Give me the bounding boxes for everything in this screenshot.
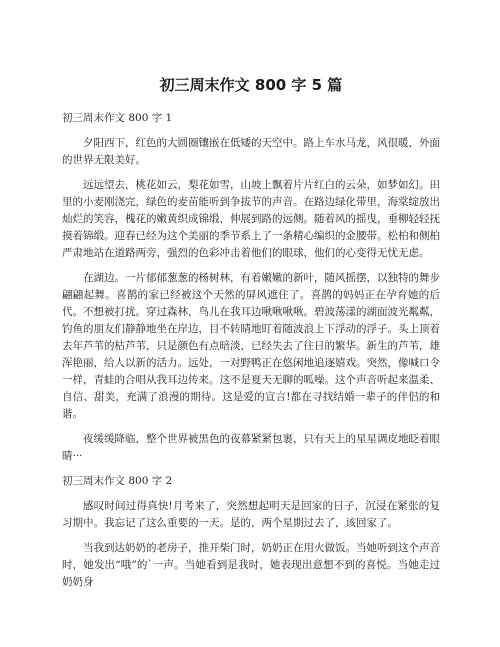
document-page [62,74,440,599]
paragraph: 感叹时间过得真快!月考来了，突然想起明天是回家的日子，沉浸在紧张的复习期中。我忘记了这么重要的一天。是的，两个星期过去了，该回家了。 [62,500,440,529]
document-title: 初三周末作文 800 字 5 篇 [159,76,343,94]
paragraph: 夜缓缓降临，整个世界被黑色的夜幕紧紧包裹，只有天上的星星调皮地眨着眼睛··· [62,433,440,462]
paragraph: 远远望去，桃花如云，梨花如雪，山坡上飘着片片红白的云朵，如梦如幻。田里的小麦刚浇完，绿色的麦苗能听到争拔节的声音。在路边绿化带里，海棠绽放出灿烂的笑容，槐花的嫩黄织成锦缎，伸展到路的远侧。随着风的摇曳，垂柳轻轻抚摸着锦缎。迎春已经为这个美丽的季节系上了一条精心编织的金腰带。松柏和侧柏严肃地站在道路两旁，强烈的色彩冲击着他们的眼球，他们的心变得无忧无虑。 [62,179,440,259]
paragraph: 当我到达奶奶的老房子，推开柴门时，奶奶正在用火做饭。当她听到这个声音时，她发出“哦”的`一声。当她看到是我时，她表现出意想不到的喜悦。当她走过奶奶身 [62,542,440,588]
paragraph: 夕阳西下，红色的大圆圈镶嵌在低矮的天空中。路上车水马龙，风很暖，外面的世界无限美好。 [62,137,440,166]
section-heading-1: 初三周末作文 800 字 1 [62,112,173,124]
paragraph: 在湖边。一片郁郁葱葱的杨树林，有着嫩嫩的新叶，随风摇摆，以独特的舞步翩翩起舞。喜鹊的家已经被这个天然的屏风遮住了。喜鹊的妈妈正在孕育她的后代。不想被打扰。穿过森林，鸟儿在我耳边啾啾啾啾。碧波荡漾的湖面波光粼粼，钓鱼的朋友们静静地坐在岸边，目不转睛地盯着随波浪上下浮动的浮子。头上顶着去年芦苇的枯芦苇，只是颜色有点暗淡，已经失去了往日的繁华。新生的芦苇，雄浑艳丽，给人以新的活力。远处，一对野鸭正在悠闲地追逐嬉戏。突然，像喊口令一样，青蛙的合唱从我耳边传来。这不是夏天无聊的呱噪。这个声音听起来温柔、自信、甜美，充满了浪漫的期待。这是爱的宣言!都在寻找结婚一辈子的伴侣的和谐。 [62,272,440,420]
section-heading-2: 初三周末作文 800 字 2 [62,475,173,487]
